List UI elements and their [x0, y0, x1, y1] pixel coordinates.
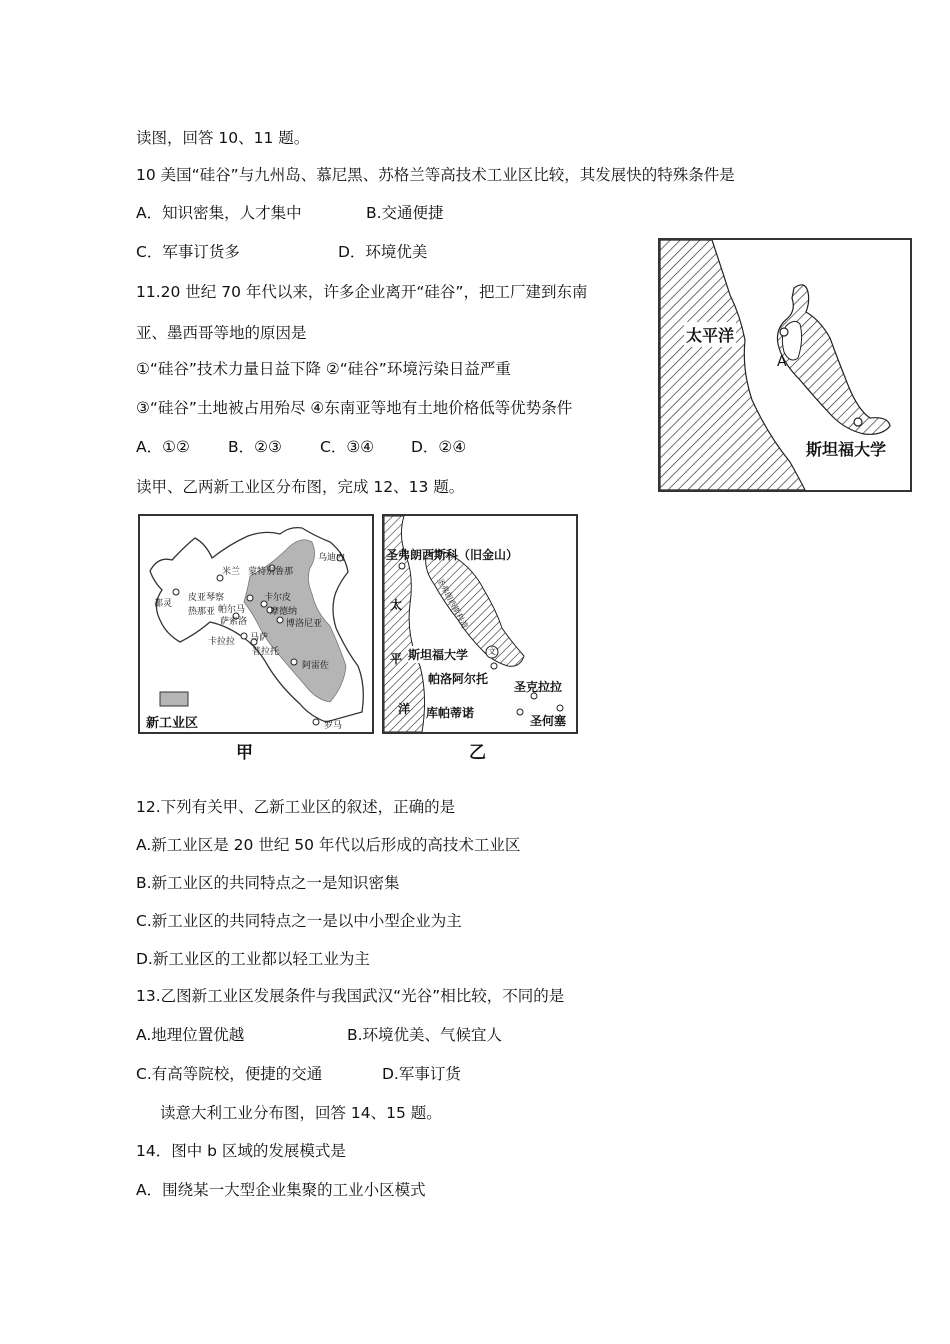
q11-statements-1-2: ①“硅谷”技术力量日益下降 ②“硅谷”环境污染日益严重 — [136, 360, 511, 378]
palo-alto-label: 帕洛阿尔托 — [428, 672, 489, 686]
question-12: 12.下列有关甲、乙新工业区的叙述，正确的是 — [136, 798, 456, 816]
city-rome: 罗马 — [324, 721, 343, 731]
city-parma: 帕尔马 — [218, 605, 246, 615]
legend-new-industrial-zone: 新工业区 — [146, 716, 199, 731]
city-turin: 都灵 — [154, 599, 173, 609]
san-francisco-label: 圣弗朗西斯科（旧金山） — [386, 548, 519, 562]
q12-option-b: B.新工业区的共同特点之一是知识密集 — [136, 874, 400, 892]
city-montebelluna: 蒙特别鲁那 — [248, 567, 294, 577]
map-yi-silicon-valley — [382, 514, 578, 734]
intro-q10-11: 读图，回答 10、11 题。 — [136, 129, 310, 147]
city-arezzo: 阿雷佐 — [302, 661, 330, 671]
city-genoa: 热那亚 — [188, 607, 216, 617]
map-jia-italy — [138, 514, 374, 734]
city-bologna: 博洛尼亚 — [286, 619, 323, 629]
q10-option-d: D．环境优美 — [338, 243, 428, 261]
q12-option-d: D.新工业区的工业都以轻工业为主 — [136, 950, 370, 968]
cupertino-label: 库帕蒂诺 — [426, 706, 475, 720]
san-jose-label: 圣何塞 — [530, 714, 567, 728]
question-13: 13.乙图新工业区发展条件与我国武汉“光谷”相比较，不同的是 — [136, 987, 565, 1005]
stanford-detail-label: 斯坦福大学 — [408, 648, 469, 662]
city-prato: 普拉托 — [252, 647, 280, 657]
ocean-char-1: 太 — [390, 598, 403, 612]
q13-option-a: A.地理位置优越 — [136, 1026, 245, 1044]
intro-q14-15: 读意大利工业分布图，回答 14、15 题。 — [160, 1104, 442, 1122]
q12-option-c: C.新工业区的共同特点之一是以中小型企业为主 — [136, 912, 462, 930]
q14-option-a: A．围绕某一大型企业集聚的工业小区模式 — [136, 1181, 426, 1199]
silicon-valley-map — [658, 238, 912, 492]
question-10: 10 美国“硅谷”与九州岛、慕尼黑、苏格兰等高技术工业区比较，其发展快的特殊条件是 — [136, 166, 735, 184]
city-carpi: 卡尔皮 — [264, 593, 292, 603]
city-milan: 米兰 — [222, 567, 241, 577]
city-modena: 摩德纳 — [270, 607, 298, 617]
question-11-cont: 亚、墨西哥等地的原因是 — [136, 324, 307, 342]
point-a-label: A — [777, 354, 787, 370]
map-jia-caption: 甲 — [236, 743, 253, 763]
pacific-ocean-label: 太平洋 — [684, 322, 736, 347]
question-11: 11.20 世纪 70 年代以来，许多企业离开“硅谷”，把工厂建到东南 — [136, 283, 588, 301]
intro-q12-13: 读甲、乙两新工业区分布图，完成 12、13 题。 — [136, 478, 465, 496]
q11-option-c: C．③④ — [320, 438, 375, 456]
q10-option-a: A．知识密集，人才集中 — [136, 204, 302, 222]
q11-option-b: B．②③ — [228, 438, 282, 456]
italy-map-graphic — [140, 516, 372, 732]
q13-option-c: C.有高等院校，便捷的交通 — [136, 1065, 323, 1083]
q13-option-b: B.环境优美、气候宜人 — [347, 1026, 503, 1044]
q13-option-d: D.军事订货 — [382, 1065, 461, 1083]
city-udine: 乌迪内 — [318, 553, 346, 563]
q11-option-a: A．①② — [136, 438, 190, 456]
q12-option-a: A.新工业区是 20 世纪 50 年代以后形成的高技术工业区 — [136, 836, 521, 854]
q10-option-b: B.交通便捷 — [366, 204, 444, 222]
city-carrara: 卡拉拉 — [208, 637, 236, 647]
university-symbol: 文 — [488, 647, 496, 656]
city-sassuolo: 萨索洛 — [220, 617, 248, 627]
q11-option-d: D．②④ — [411, 438, 467, 456]
ocean-char-2: 平 — [390, 652, 403, 666]
q11-statements-3-4: ③“硅谷”土地被占用殆尽 ④东南亚等地有土地价格低等优势条件 — [136, 399, 573, 417]
city-massa: 马萨 — [250, 633, 269, 643]
bay-label: 圣弗朗西斯科湾 — [435, 576, 470, 631]
map-yi-caption: 乙 — [469, 743, 486, 763]
question-14: 14．图中 b 区域的发展模式是 — [136, 1142, 346, 1160]
santa-clara-label: 圣克拉拉 — [514, 680, 563, 694]
ocean-char-3: 洋 — [398, 702, 411, 716]
city-piacenza: 皮亚琴察 — [188, 593, 225, 603]
stanford-label: 斯坦福大学 — [804, 436, 888, 461]
q10-option-c: C．军事订货多 — [136, 243, 240, 261]
